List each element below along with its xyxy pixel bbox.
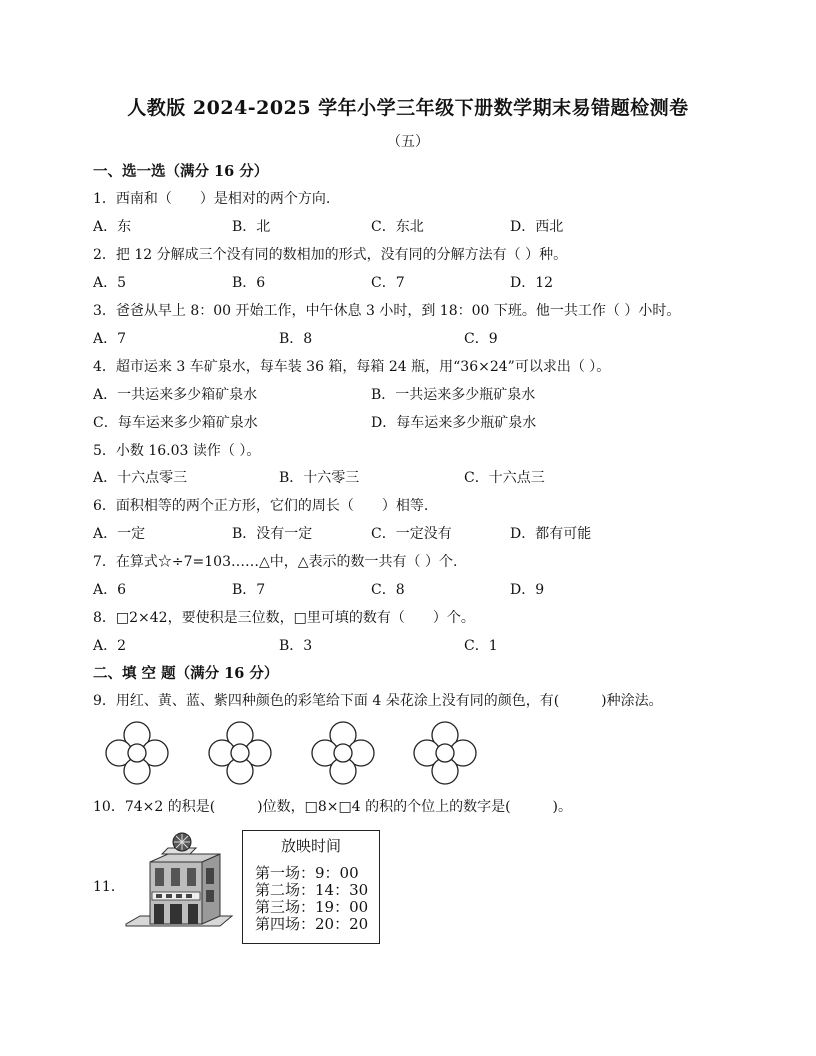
flower-icon (310, 720, 376, 786)
question-6: 6．面积相等的两个正方形，它们的周长（ ）相等. (93, 498, 429, 514)
q4-option-a: A．一共运来多少箱矿泉水 (93, 387, 258, 403)
schedule-row-4: 第四场：20：20 (255, 915, 369, 933)
q1-option-c: C．东北 (371, 219, 424, 235)
q6-option-a: A．一定 (93, 526, 146, 542)
schedule-title: 放映时间 (280, 837, 341, 855)
question-7: 7．在算式☆÷7=103……△中，△表示的数一共有（ ）个. (93, 554, 458, 570)
q7-option-c: C．8 (371, 582, 405, 598)
flower-icon (104, 720, 170, 786)
q6-option-d: D．都有可能 (510, 526, 592, 542)
q2-option-c: C．7 (371, 275, 405, 291)
question-8: 8．□2×42，要使积是三位数，□里可填的数有（ ）个。 (93, 610, 475, 626)
q1-option-d: D．西北 (510, 219, 564, 235)
question-3: 3．爸爸从早上 8：00 开始工作，中午休息 3 小时，到 18：00 下班。他一共工作（ ）小时。 (93, 303, 681, 319)
q3-option-b: B．8 (279, 331, 313, 347)
cinema-building-icon (124, 832, 236, 934)
page-title: 人教版 2024-2025 学年小学三年级下册数学期末易错题检测卷 (127, 97, 689, 119)
question-11: 11． (93, 879, 125, 895)
schedule-row-3: 第三场：19：00 (255, 898, 369, 916)
schedule-row-1: 第一场：9：00 (255, 864, 359, 882)
q2-option-d: D．12 (510, 275, 554, 291)
q7-option-d: D．9 (510, 582, 545, 598)
q1-option-b: B．北 (232, 219, 271, 235)
q6-option-b: B．没有一定 (232, 526, 313, 542)
section-heading-1: 一、选一选（满分 16 分） (93, 163, 269, 180)
question-5: 5．小数 16.03 读作（ ）。 (93, 443, 261, 459)
section-heading-2: 二、填 空 题（满分 16 分） (93, 665, 279, 682)
flower-icon (412, 720, 478, 786)
q5-option-b: B．十六零三 (279, 470, 360, 486)
page-subtitle: （五） (387, 134, 429, 150)
q5-option-c: C．十六点三 (464, 470, 545, 486)
schedule-row-2: 第二场：14：30 (255, 881, 369, 899)
question-2: 2．把 12 分解成三个没有同的数相加的形式，没有同的分解方法有（ ）种。 (93, 247, 568, 263)
q3-option-a: A．7 (93, 331, 127, 347)
q8-option-a: A．2 (93, 638, 127, 654)
q1-option-a: A．东 (93, 219, 132, 235)
q4-option-b: B．一共运来多少瓶矿泉水 (371, 387, 536, 403)
q2-option-a: A．5 (93, 275, 127, 291)
question-9: 9．用红、黄、蓝、紫四种颜色的彩笔给下面 4 朵花涂上没有同的颜色，有( )种涂法。 (93, 693, 663, 709)
q2-option-b: B．6 (232, 275, 266, 291)
flower-icon (207, 720, 273, 786)
q5-option-a: A．十六点零三 (93, 470, 188, 486)
question-10: 10．74×2 的积是( )位数，□8×□4 的积的个位上的数字是( )。 (93, 799, 573, 815)
screening-schedule (242, 830, 380, 944)
q8-option-c: C．1 (464, 638, 498, 654)
q7-option-b: B．7 (232, 582, 266, 598)
q4-option-c: C．每车运来多少箱矿泉水 (93, 415, 258, 431)
q3-option-c: C．9 (464, 331, 498, 347)
q6-option-c: C．一定没有 (371, 526, 452, 542)
q7-option-a: A．6 (93, 582, 127, 598)
q8-option-b: B．3 (279, 638, 313, 654)
q4-option-d: D．每车运来多少瓶矿泉水 (371, 415, 537, 431)
question-1: 1．西南和（ ）是相对的两个方向. (93, 191, 331, 207)
question-4: 4．超市运来 3 车矿泉水，每车装 36 箱，每箱 24 瓶，用“36×24”可以求出（ ）。 (93, 359, 611, 375)
